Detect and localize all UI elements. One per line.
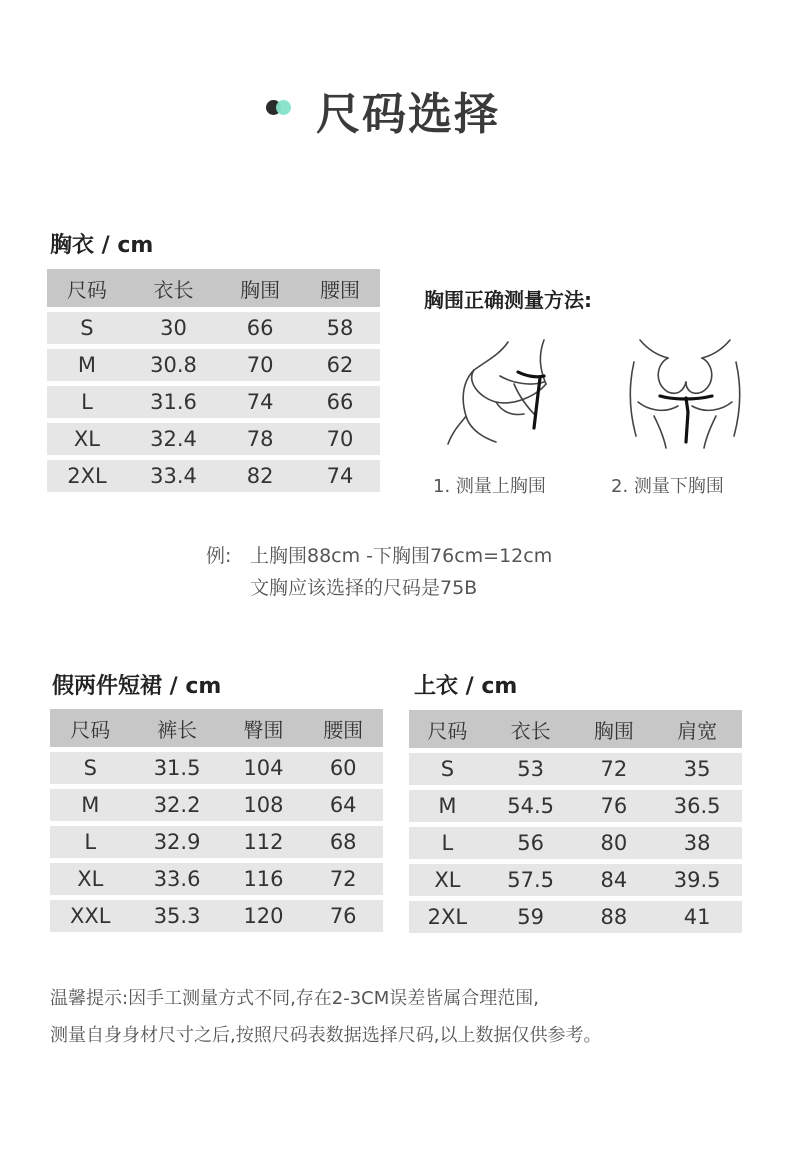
mint-dot-icon: [276, 100, 291, 115]
table-cell: 70: [220, 349, 300, 381]
table-cell: 70: [300, 423, 380, 455]
table-row: [409, 901, 742, 933]
title-decoration-dots: [266, 100, 298, 118]
header-cell: 胸围: [575, 710, 652, 748]
table-cell: 31.6: [127, 386, 220, 418]
skirt-size-table: [50, 704, 383, 937]
top-size-table: [409, 705, 742, 938]
bra-table-title: 胸衣 / cm: [50, 233, 154, 258]
table-cell: 112: [224, 826, 304, 858]
table-row: [50, 789, 383, 821]
table-cell: XXL: [50, 900, 131, 932]
table-cell: 74: [300, 460, 380, 492]
table-cell: M: [409, 790, 486, 822]
header-cell: 尺码: [47, 269, 127, 307]
table-cell: 68: [303, 826, 383, 858]
header-cell: 腰围: [300, 269, 380, 307]
table-cell: 64: [303, 789, 383, 821]
table-cell: 76: [303, 900, 383, 932]
table-cell: 32.9: [131, 826, 224, 858]
table-cell: 66: [220, 312, 300, 344]
table-cell: 59: [486, 901, 576, 933]
table-cell: 32.4: [127, 423, 220, 455]
table-row: [50, 752, 383, 784]
table-cell: 33.6: [131, 863, 224, 895]
table-cell: M: [50, 789, 131, 821]
lower-bust-figure-illustration: [620, 332, 750, 454]
table-cell: 30: [127, 312, 220, 344]
table-cell: L: [409, 827, 486, 859]
header-cell: 臀围: [224, 709, 304, 747]
measure-step-1-caption: 1. 测量上胸围: [433, 476, 546, 497]
table-cell: 84: [575, 864, 652, 896]
table-cell: XL: [47, 423, 127, 455]
table-cell: S: [50, 752, 131, 784]
header-cell: 尺码: [50, 709, 131, 747]
measure-method-title: 胸围正确测量方法:: [424, 288, 592, 312]
top-table-title: 上衣 / cm: [414, 674, 518, 699]
header-cell: 裤长: [131, 709, 224, 747]
table-header-row: [409, 710, 742, 748]
table-cell: S: [409, 753, 486, 785]
table-cell: 2XL: [409, 901, 486, 933]
table-row: [47, 386, 380, 418]
table-cell: 120: [224, 900, 304, 932]
table-cell: 76: [575, 790, 652, 822]
table-cell: XL: [50, 863, 131, 895]
measure-step-2-caption: 2. 测量下胸围: [611, 476, 724, 497]
table-cell: 88: [575, 901, 652, 933]
table-cell: 104: [224, 752, 304, 784]
page-title: 尺码选择: [316, 89, 500, 140]
table-cell: 39.5: [652, 864, 742, 896]
table-cell: 38: [652, 827, 742, 859]
header-cell: 腰围: [303, 709, 383, 747]
table-row: [50, 863, 383, 895]
table-row: [50, 826, 383, 858]
table-cell: 72: [303, 863, 383, 895]
example-line-2: 文胸应该选择的尺码是75B: [250, 577, 478, 599]
table-cell: 56: [486, 827, 576, 859]
table-cell: S: [47, 312, 127, 344]
upper-bust-figure-illustration: [440, 332, 570, 454]
example-line-1: 上胸围88cm -下胸围76cm=12cm: [250, 545, 553, 567]
bra-size-table: [47, 264, 380, 497]
example-label: 例:: [206, 545, 232, 567]
table-cell: 54.5: [486, 790, 576, 822]
table-cell: 35: [652, 753, 742, 785]
table-cell: 33.4: [127, 460, 220, 492]
header-cell: 衣长: [127, 269, 220, 307]
header-cell: 衣长: [486, 710, 576, 748]
table-cell: 35.3: [131, 900, 224, 932]
table-cell: 66: [300, 386, 380, 418]
table-row: [47, 460, 380, 492]
table-cell: 53: [486, 753, 576, 785]
table-row: [409, 753, 742, 785]
table-cell: L: [50, 826, 131, 858]
table-cell: 60: [303, 752, 383, 784]
table-cell: 41: [652, 901, 742, 933]
table-cell: 108: [224, 789, 304, 821]
table-header-row: [50, 709, 383, 747]
table-cell: 72: [575, 753, 652, 785]
table-cell: 30.8: [127, 349, 220, 381]
header-cell: 肩宽: [652, 710, 742, 748]
table-cell: 32.2: [131, 789, 224, 821]
table-cell: 36.5: [652, 790, 742, 822]
table-header-row: [47, 269, 380, 307]
table-cell: 80: [575, 827, 652, 859]
table-cell: 78: [220, 423, 300, 455]
table-row: [409, 827, 742, 859]
table-cell: 62: [300, 349, 380, 381]
header-cell: 尺码: [409, 710, 486, 748]
table-cell: XL: [409, 864, 486, 896]
table-row: [409, 790, 742, 822]
table-cell: 57.5: [486, 864, 576, 896]
table-row: [47, 312, 380, 344]
table-cell: 116: [224, 863, 304, 895]
table-row: [47, 349, 380, 381]
table-cell: 31.5: [131, 752, 224, 784]
table-cell: 58: [300, 312, 380, 344]
table-cell: L: [47, 386, 127, 418]
table-row: [50, 900, 383, 932]
header-cell: 胸围: [220, 269, 300, 307]
table-cell: M: [47, 349, 127, 381]
table-cell: 2XL: [47, 460, 127, 492]
table-row: [409, 864, 742, 896]
table-cell: 82: [220, 460, 300, 492]
skirt-table-title: 假两件短裙 / cm: [52, 674, 222, 699]
table-cell: 74: [220, 386, 300, 418]
table-row: [47, 423, 380, 455]
tip-line-2: 测量自身身材尺寸之后,按照尺码表数据选择尺码,以上数据仅供参考。: [50, 1025, 602, 1046]
tip-line-1: 温馨提示:因手工测量方式不同,存在2-3CM误差皆属合理范围,: [50, 988, 540, 1009]
